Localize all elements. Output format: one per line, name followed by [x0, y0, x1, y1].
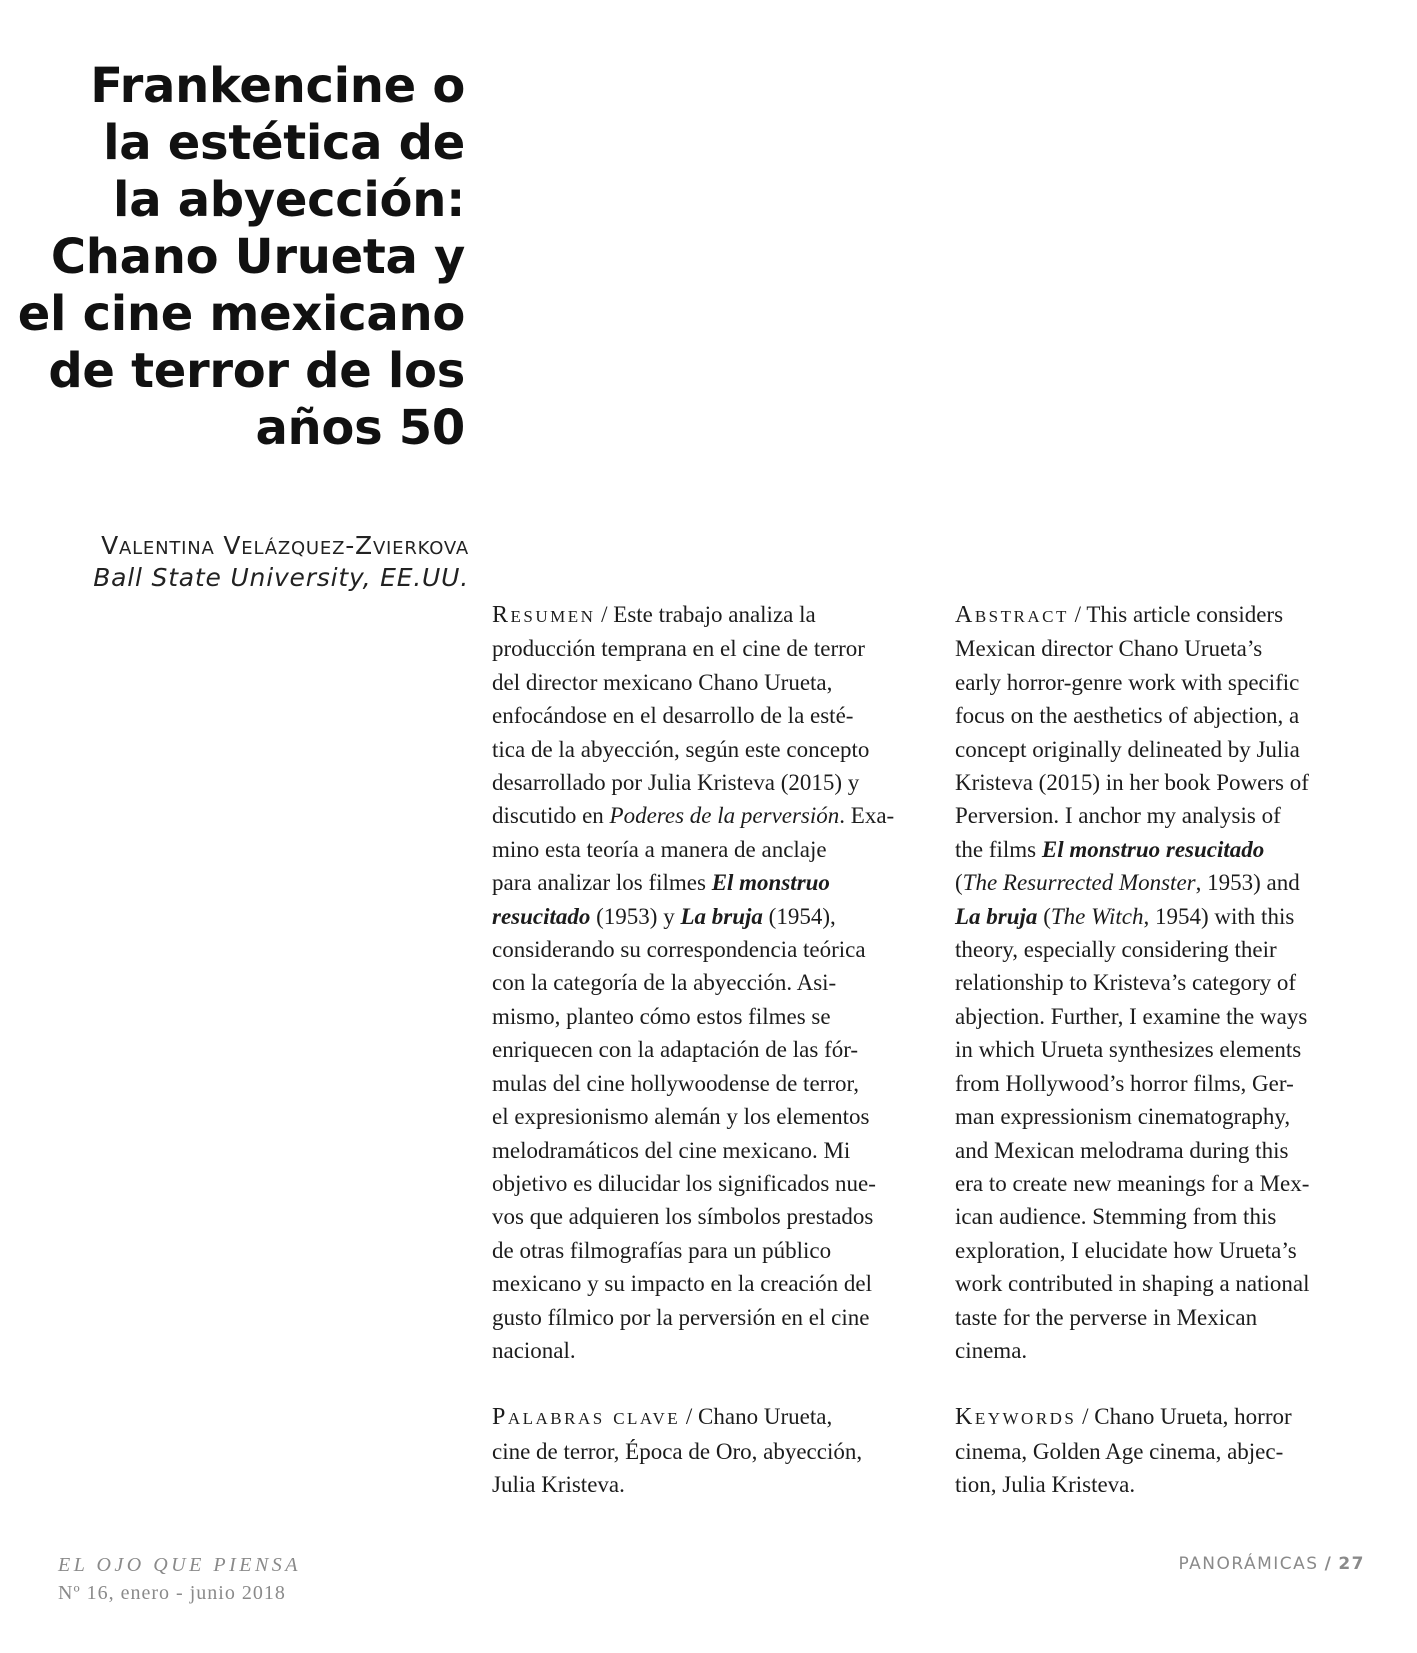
abstract-line: the films El monstruo resucitado [955, 836, 1265, 862]
book-title: Poderes de la perversión [609, 803, 840, 829]
abstract-line: ican audience. Stemming from this [955, 1204, 1277, 1230]
keywords-label: Keywords [955, 1404, 1077, 1431]
abstract-line: Kristeva (2015) in her book Powers of [955, 770, 1309, 796]
abstract-line: exploration, I elucidate how Urueta’s [955, 1237, 1297, 1263]
resumen-label: Resumen [492, 602, 596, 628]
abstract-line: in which Urueta synthesizes elements [955, 1037, 1302, 1063]
title-line: de terror de los [48, 343, 465, 399]
resumen-line: mulas del cine hollywoodense de terror, [492, 1070, 859, 1096]
abstract-line: early horror-genre work with specific [955, 669, 1300, 695]
film-title: La bruja [955, 903, 1038, 929]
abstract-line: abjection. Further, I examine the ways [955, 1003, 1308, 1029]
paragraph-gap [955, 1367, 1395, 1400]
author-block [93, 530, 469, 594]
title-line: la estética de [103, 115, 465, 171]
title-line: Chano Urueta y [50, 229, 465, 285]
abstract-label: Abstract [955, 602, 1069, 628]
section-name: PANORÁMICAS [1178, 1554, 1319, 1574]
abstract-line: taste for the perverse in Mexican [955, 1304, 1258, 1330]
resumen-line: Resumen / Este trabajo analiza la [492, 602, 816, 628]
author-affiliation: Ball State University, EE.UU. [93, 563, 469, 592]
abstract-line: La bruja (The Witch, 1954) with this [955, 903, 1295, 929]
article-title [5, 58, 465, 457]
title-line: el cine mexicano [17, 286, 465, 342]
abstract-line: concept originally delineated by Julia [955, 736, 1300, 762]
abstract-line: era to create new meanings for a Mex- [955, 1170, 1310, 1196]
resumen-line: del director mexicano Chano Urueta, [492, 669, 833, 695]
resumen-line: enriquecen con la adaptación de las fór- [492, 1037, 859, 1063]
journal-name: EL OJO QUE PIENSA [58, 1554, 301, 1576]
abstract-line: focus on the aesthetics of abjection, a [955, 703, 1300, 729]
keywords-line: Palabras clave / Chano Urueta, [492, 1404, 833, 1431]
film-title: El monstruo resucitado [1041, 836, 1265, 862]
issue-info: Nº 16, enero - junio 2018 [58, 1582, 286, 1604]
page-footer [1178, 1554, 1365, 1574]
resumen-line: resucitado (1953) y La bruja (1954), [492, 903, 836, 929]
title-line: la abyección: [113, 172, 465, 228]
resumen-line: tica de la abyección, según este concepto [492, 736, 870, 762]
resumen-line: discutido en Poderes de la perversión. Exa- [492, 803, 895, 829]
paragraph-gap [492, 1367, 932, 1400]
title-line: años 50 [255, 400, 465, 456]
page-number: 27 [1338, 1554, 1365, 1574]
keywords-line: Keywords / Chano Urueta, horror [955, 1404, 1292, 1431]
abstract-line: and Mexican melodrama during this [955, 1137, 1289, 1163]
abstract-line: (The Resurrected Monster, 1953) and [955, 870, 1300, 896]
palabras-clave-label: Palabras clave [492, 1404, 681, 1431]
abstract-line: cinema. [955, 1337, 1028, 1363]
resumen-line: enfocándose en el desarrollo de la esté- [492, 703, 854, 729]
resumen-line: de otras filmografías para un público [492, 1237, 832, 1263]
abstract-line: man expressionism cinematography, [955, 1104, 1291, 1130]
abstract-line: theory, especially considering their [955, 937, 1277, 963]
abstract-line: Abstract / This article considers [955, 602, 1284, 628]
film-title: El monstruo [711, 870, 830, 896]
keywords-line: cinema, Golden Age cinema, abjec- [955, 1438, 1284, 1464]
resumen-column [492, 598, 932, 1502]
footer-separator: / [1324, 1554, 1333, 1574]
author-name: Valentina Velázquez-Zvierkova [101, 531, 469, 560]
journal-footer [58, 1551, 301, 1607]
abstract-line: work contributed in shaping a national [955, 1271, 1310, 1297]
resumen-line: melodramáticos del cine mexicano. Mi [492, 1137, 851, 1163]
resumen-line: mino esta teoría a manera de anclaje [492, 836, 827, 862]
resumen-line: mismo, planteo cómo estos filmes se [492, 1003, 831, 1029]
abstract-line: relationship to Kristeva’s category of [955, 970, 1297, 996]
resumen-line: mexicano y su impacto en la creación del [492, 1271, 872, 1297]
keywords-line: Julia Kristeva. [492, 1472, 625, 1498]
resumen-line: nacional. [492, 1337, 576, 1363]
abstract-line: from Hollywood’s horror films, Ger- [955, 1070, 1294, 1096]
film-translation: The Resurrected Monster [962, 870, 1196, 896]
resumen-line: con la categoría de la abyección. Asi- [492, 970, 837, 996]
title-line: Frankencine o [90, 58, 465, 114]
abstract-column [955, 598, 1395, 1502]
resumen-line: desarrollado por Julia Kristeva (2015) y [492, 770, 860, 796]
resumen-line: el expresionismo alemán y los elementos [492, 1104, 870, 1130]
film-title: La bruja [680, 903, 763, 929]
resumen-line: gusto fílmico por la perversión en el cine [492, 1304, 870, 1330]
resumen-line: vos que adquieren los símbolos prestados [492, 1204, 874, 1230]
resumen-line: considerando su correspondencia teórica [492, 937, 866, 963]
abstract-line: Perversion. I anchor my analysis of [955, 803, 1281, 829]
resumen-line: para analizar los filmes El monstruo [492, 870, 830, 896]
keywords-line: cine de terror, Época de Oro, abyección, [492, 1438, 863, 1464]
film-translation: The Witch [1050, 903, 1144, 929]
keywords-line: tion, Julia Kristeva. [955, 1472, 1136, 1498]
resumen-line: objetivo es dilucidar los significados nue- [492, 1170, 876, 1196]
resumen-line: producción temprana en el cine de terror [492, 636, 865, 662]
abstract-line: Mexican director Chano Urueta’s [955, 636, 1263, 662]
film-title: resucitado [492, 903, 591, 929]
